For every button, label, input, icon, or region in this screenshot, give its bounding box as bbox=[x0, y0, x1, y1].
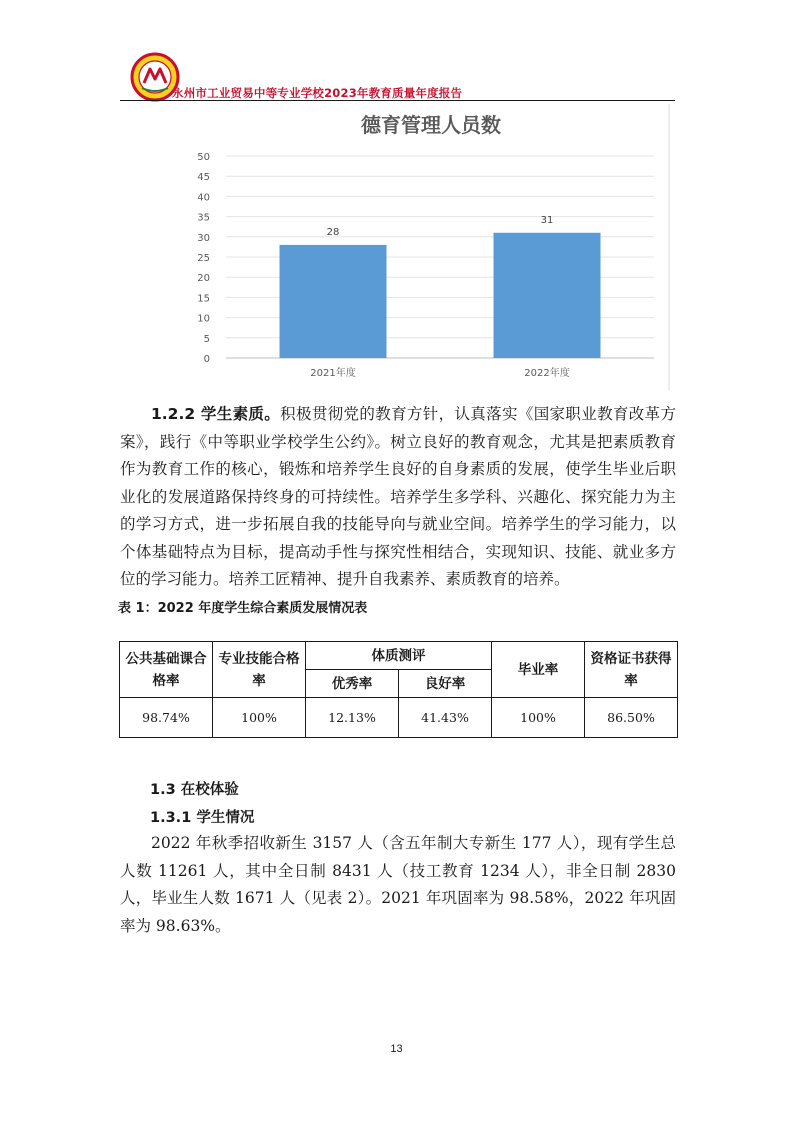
header-excellent: 优秀率 bbox=[306, 670, 399, 698]
y-tick-label: 35 bbox=[197, 212, 210, 224]
bar bbox=[494, 233, 601, 358]
quality-table bbox=[119, 641, 678, 738]
section-122-paragraph bbox=[120, 401, 676, 594]
section-131-heading: 1.3.1 学生情况 bbox=[150, 810, 255, 826]
x-tick-label: 2021年度 bbox=[310, 368, 356, 379]
y-tick-label: 25 bbox=[197, 253, 210, 264]
table-cell: 98.74% bbox=[120, 698, 213, 738]
data-label: 28 bbox=[326, 226, 340, 238]
x-tick-label: 2022年度 bbox=[524, 368, 570, 379]
table-row bbox=[120, 698, 678, 738]
section-122-heading: 1.2.2 学生素质。 bbox=[151, 405, 281, 423]
y-tick-label: 10 bbox=[197, 313, 210, 325]
y-tick-label: 5 bbox=[203, 333, 210, 345]
bar-chart-svg bbox=[192, 104, 670, 390]
y-tick-label: 50 bbox=[197, 152, 210, 163]
y-tick-label: 30 bbox=[197, 232, 210, 244]
chart-title: 德育管理人员数 bbox=[361, 113, 501, 137]
header-good: 良好率 bbox=[399, 670, 492, 698]
y-tick-label: 0 bbox=[203, 354, 210, 365]
header-divider bbox=[120, 100, 675, 101]
header-certificate: 资格证书获得率 bbox=[585, 642, 678, 698]
header-graduation: 毕业率 bbox=[492, 642, 585, 698]
table-cell: 100% bbox=[492, 698, 585, 738]
table-cell: 12.13% bbox=[306, 698, 399, 738]
table-cell: 100% bbox=[213, 698, 306, 738]
y-tick-label: 20 bbox=[197, 273, 210, 285]
bar bbox=[280, 245, 387, 358]
y-tick-label: 15 bbox=[197, 293, 210, 305]
section-131-paragraph: 2022 年秋季招收新生 3157 人（含五年制大专新生 177 人），现有学生总人数 11261 人，其中全日制 8431 人（技工教育 1234 人），非全日制 2830 人，毕业生人数 1671 人（见表 2）。2021 年巩固率为 98.58%，2022 年巩固率为 98.63%。 bbox=[120, 834, 676, 935]
bar-chart bbox=[192, 104, 670, 390]
header-skill: 专业技能合格率 bbox=[213, 642, 306, 698]
section-13-heading: 1.3 在校体验 bbox=[150, 782, 239, 798]
header-title: 永州市工业贸易中等专业学校2023年教育质量年度报告 bbox=[172, 86, 463, 100]
page-header bbox=[120, 52, 675, 102]
data-label: 31 bbox=[540, 214, 554, 226]
table-cell: 86.50% bbox=[585, 698, 678, 738]
header-public-course: 公共基础课合格率 bbox=[120, 642, 213, 698]
table-cell: 41.43% bbox=[399, 698, 492, 738]
table-1-caption: 表 1：2022 年度学生综合素质发展情况表 bbox=[118, 601, 368, 616]
y-tick-label: 40 bbox=[197, 192, 210, 204]
section-122-body: 积极贯彻党的教育方针，认真落实《国家职业教育改革方案》，践行《中等职业学校学生公约》。树立良好的教育观念，尤其是把素质教育作为教育工作的核心，锻炼和培养学生良好的自身素质的发展，使学生毕业后职业化的发展道路保持终身的可持续性。培养学生多学科、兴趣化、探究能力为主的学习方式，进一步拓展自我的技能导向与就业空间。培养学生的学习能力，以个体基础特点为目标，提高动手性与探究性相结合，实现知识、技能、就业多方位的学习能力。培养工匠精神、提升自我素养、素质教育的培养。 bbox=[120, 405, 676, 588]
page-number: 13 bbox=[390, 1043, 403, 1055]
header-physical: 体质测评 bbox=[306, 642, 492, 670]
y-tick-label: 45 bbox=[197, 172, 210, 184]
